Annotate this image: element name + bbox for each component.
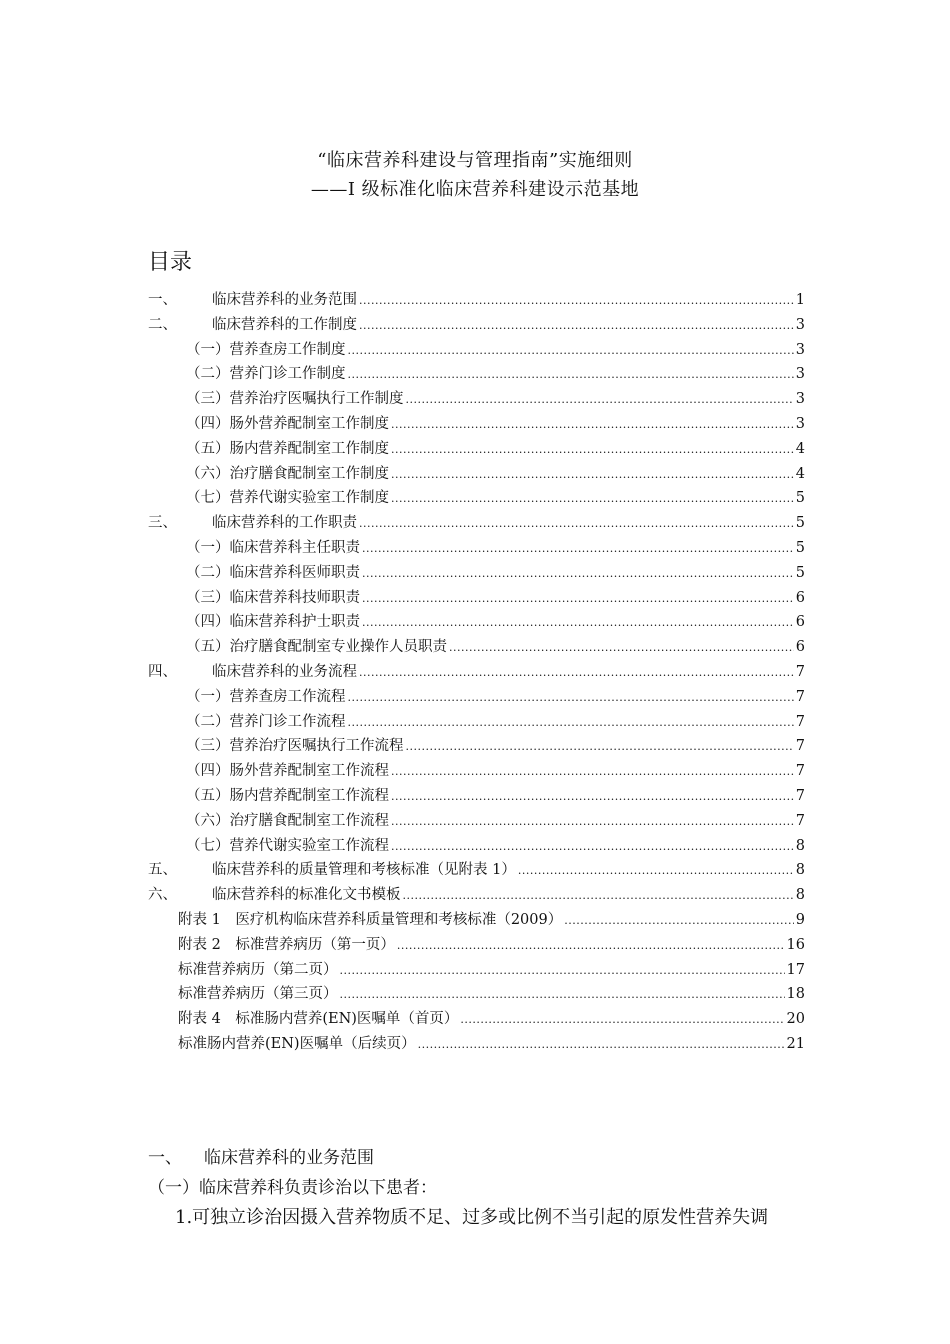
document-subtitle: ——I 级标准化临床营养科建设示范基地 [310, 179, 640, 200]
toc-dot-leader [391, 488, 794, 510]
toc-entry-label: 附表 2 标准营养病历（第一页） [178, 936, 395, 953]
toc-entry-label: 附表 1 医疗机构临床营养科质量管理和考核标准（2009） [178, 912, 563, 928]
toc-dot-leader [391, 464, 794, 486]
toc-entry-label: （六）治疗膳食配制室工作制度 [186, 465, 389, 482]
toc-entry[interactable] [186, 363, 805, 385]
toc-dot-leader [362, 588, 794, 610]
toc-entry-label: （三）营养治疗医嘱执行工作制度 [186, 391, 404, 408]
subsection-heading: （一）临床营养科负责诊治以下患者： [148, 1178, 437, 1198]
toc-entry-label: （三）营养治疗医嘱执行工作流程 [186, 738, 404, 755]
toc-entry-label: （二）临床营养科医师职责 [186, 564, 360, 581]
toc-entry[interactable] [186, 686, 805, 708]
toc-dot-leader [359, 290, 794, 312]
section-heading [148, 1143, 374, 1168]
toc-page-number: 5 [795, 564, 805, 581]
toc-page-number: 3 [795, 341, 805, 358]
toc-page-number: 5 [795, 540, 805, 556]
toc-page-number: 1 [795, 292, 805, 308]
toc-dot-leader [348, 712, 794, 734]
toc-entry[interactable] [186, 835, 805, 857]
toc-entry[interactable] [178, 1033, 805, 1055]
toc-page-number: 18 [786, 986, 805, 1003]
toc-entry[interactable] [148, 661, 805, 683]
toc-entry-label: 临床营养科的业务范围 [212, 292, 357, 308]
toc-dot-leader [403, 885, 794, 907]
toc-dot-leader [406, 389, 794, 411]
toc-entry[interactable] [148, 859, 805, 881]
toc-page-number: 9 [795, 912, 805, 928]
toc-entry[interactable] [178, 934, 805, 956]
toc-dot-leader [391, 761, 794, 783]
toc-page-number: 8 [795, 837, 805, 854]
toc-entry[interactable] [186, 438, 805, 460]
toc-page-number: 7 [795, 788, 805, 804]
toc-page-number: 5 [795, 490, 805, 507]
toc-dot-leader [564, 910, 794, 932]
toc-entry-label: （七）营养代谢实验室工作流程 [186, 837, 389, 854]
toc-entry-label: （一）营养查房工作流程 [186, 688, 346, 705]
toc-page-number: 3 [795, 366, 805, 383]
toc-dot-leader [348, 364, 794, 386]
toc-page-number: 5 [795, 515, 805, 532]
toc-dot-leader [391, 836, 794, 858]
toc-entry-number: 六、 [148, 887, 177, 904]
toc-entry-label: （三）临床营养科技师职责 [186, 589, 360, 606]
toc-page-number: 3 [795, 316, 805, 333]
toc-entry-label: 临床营养科的业务流程 [212, 664, 357, 680]
toc-dot-leader [348, 340, 794, 362]
toc-dot-leader [359, 315, 794, 337]
toc-entry[interactable] [178, 959, 805, 981]
toc-dot-leader [348, 687, 794, 709]
toc-entry[interactable] [178, 983, 805, 1005]
toc-dot-leader [449, 637, 794, 659]
toc-dot-leader [391, 439, 794, 461]
toc-dot-leader [340, 984, 785, 1006]
toc-dot-leader [340, 960, 785, 982]
toc-dot-leader [359, 513, 794, 535]
toc-entry[interactable] [186, 587, 805, 609]
toc-page-number: 7 [795, 763, 805, 780]
toc-entry-number: 一、 [148, 292, 177, 308]
toc-entry[interactable] [186, 413, 805, 435]
toc-dot-leader [359, 662, 794, 684]
toc-page-number: 20 [786, 1011, 805, 1028]
toc-entry-label: 临床营养科的质量管理和考核标准（见附表 1） [212, 862, 516, 879]
toc-page-number: 8 [795, 862, 805, 879]
toc-page-number: 16 [786, 936, 805, 953]
toc-page-number: 4 [795, 440, 805, 457]
body-paragraph: 1.可独立诊治因摄入营养物质不足、过多或比例不当引起的原发性营养失调 [175, 1207, 769, 1228]
toc-entry-label: （四）临床营养科护士职责 [186, 614, 360, 631]
toc-page-number: 3 [795, 391, 805, 408]
toc-dot-leader [391, 811, 794, 833]
toc-entry[interactable] [186, 463, 805, 485]
toc-entry-label: 附表 4 标准肠内营养(EN)医嘱单（首页） [178, 1011, 459, 1028]
section-title: 临床营养科的业务范围 [204, 1148, 374, 1168]
toc-entry[interactable] [186, 711, 805, 733]
toc-entry[interactable] [148, 314, 805, 336]
toc-entry-label: （二）营养门诊工作流程 [186, 713, 346, 730]
toc-entry-number: 三、 [148, 515, 177, 532]
toc-entry[interactable] [186, 810, 805, 832]
toc-dot-leader [362, 538, 794, 560]
toc-dot-leader [391, 414, 794, 436]
toc-entry-label: （五）治疗膳食配制室专业操作人员职责 [186, 639, 447, 656]
toc-dot-leader [391, 786, 794, 808]
toc-dot-leader [418, 1034, 785, 1056]
toc-entry-label: 临床营养科的标准化文书模板 [212, 887, 401, 904]
document-title: “临床营养科建设与管理指南”实施细则 [317, 150, 633, 171]
toc-entry-label: 标准营养病历（第二页） [178, 961, 338, 978]
toc-entry-number: 五、 [148, 862, 177, 879]
toc-page-number: 4 [795, 465, 805, 482]
toc-entry-label: （五）肠内营养配制室工作流程 [186, 788, 389, 804]
toc-page-number: 7 [795, 664, 805, 680]
toc-entry[interactable] [186, 537, 805, 559]
toc-entry[interactable] [148, 884, 805, 906]
toc-entry-label: 标准营养病历（第三页） [178, 986, 338, 1003]
toc-heading: 目录 [148, 250, 193, 275]
toc-entry[interactable] [148, 512, 805, 534]
toc-page-number: 17 [786, 961, 805, 978]
toc-entry[interactable] [178, 909, 805, 931]
toc-page-number: 6 [795, 614, 805, 631]
toc-entry[interactable] [186, 562, 805, 584]
toc-page-number: 3 [795, 416, 805, 432]
toc-entry-label: （五）肠内营养配制室工作制度 [186, 440, 389, 457]
toc-entry[interactable] [186, 735, 805, 757]
toc-page-number: 21 [786, 1036, 805, 1052]
toc-entry[interactable] [186, 339, 805, 361]
toc-entry-number: 四、 [148, 664, 177, 680]
toc-dot-leader [406, 736, 794, 758]
toc-entry-number: 二、 [148, 316, 177, 333]
toc-page-number: 7 [795, 738, 805, 755]
toc-page-number: 7 [795, 812, 805, 829]
toc-entry[interactable] [186, 636, 805, 658]
toc-entry[interactable] [186, 388, 805, 410]
toc-entry-label: 临床营养科的工作职责 [212, 515, 357, 532]
section-number: 一、 [148, 1148, 182, 1168]
toc-entry-label: （四）肠外营养配制室工作制度 [186, 416, 389, 432]
toc-entry-label: 标准肠内营养(EN)医嘱单（后续页） [178, 1036, 416, 1052]
toc-entry-label: （四）肠外营养配制室工作流程 [186, 763, 389, 780]
toc-page-number: 6 [795, 589, 805, 606]
toc-entry[interactable] [186, 611, 805, 633]
toc-dot-leader [397, 935, 785, 957]
toc-dot-leader [460, 1009, 784, 1031]
toc-dot-leader [362, 612, 794, 634]
toc-dot-leader [362, 563, 794, 585]
toc-page-number: 7 [795, 688, 805, 705]
toc-entry-label: （二）营养门诊工作制度 [186, 366, 346, 383]
toc-page-number: 6 [795, 639, 805, 656]
toc-entry[interactable] [186, 785, 805, 807]
toc-entry[interactable] [186, 760, 805, 782]
toc-entry-label: 临床营养科的工作制度 [212, 316, 357, 333]
toc-entry[interactable] [186, 487, 805, 509]
toc-entry-label: （七）营养代谢实验室工作制度 [186, 490, 389, 507]
toc-entry[interactable] [148, 289, 805, 311]
toc-entry-label: （六）治疗膳食配制室工作流程 [186, 812, 389, 829]
toc-page-number: 8 [795, 887, 805, 904]
toc-entry-label: （一）临床营养科主任职责 [186, 540, 360, 556]
toc-entry[interactable] [178, 1008, 805, 1030]
toc-entry-label: （一）营养查房工作制度 [186, 341, 346, 358]
toc-dot-leader [518, 860, 794, 882]
toc-page-number: 7 [795, 713, 805, 730]
